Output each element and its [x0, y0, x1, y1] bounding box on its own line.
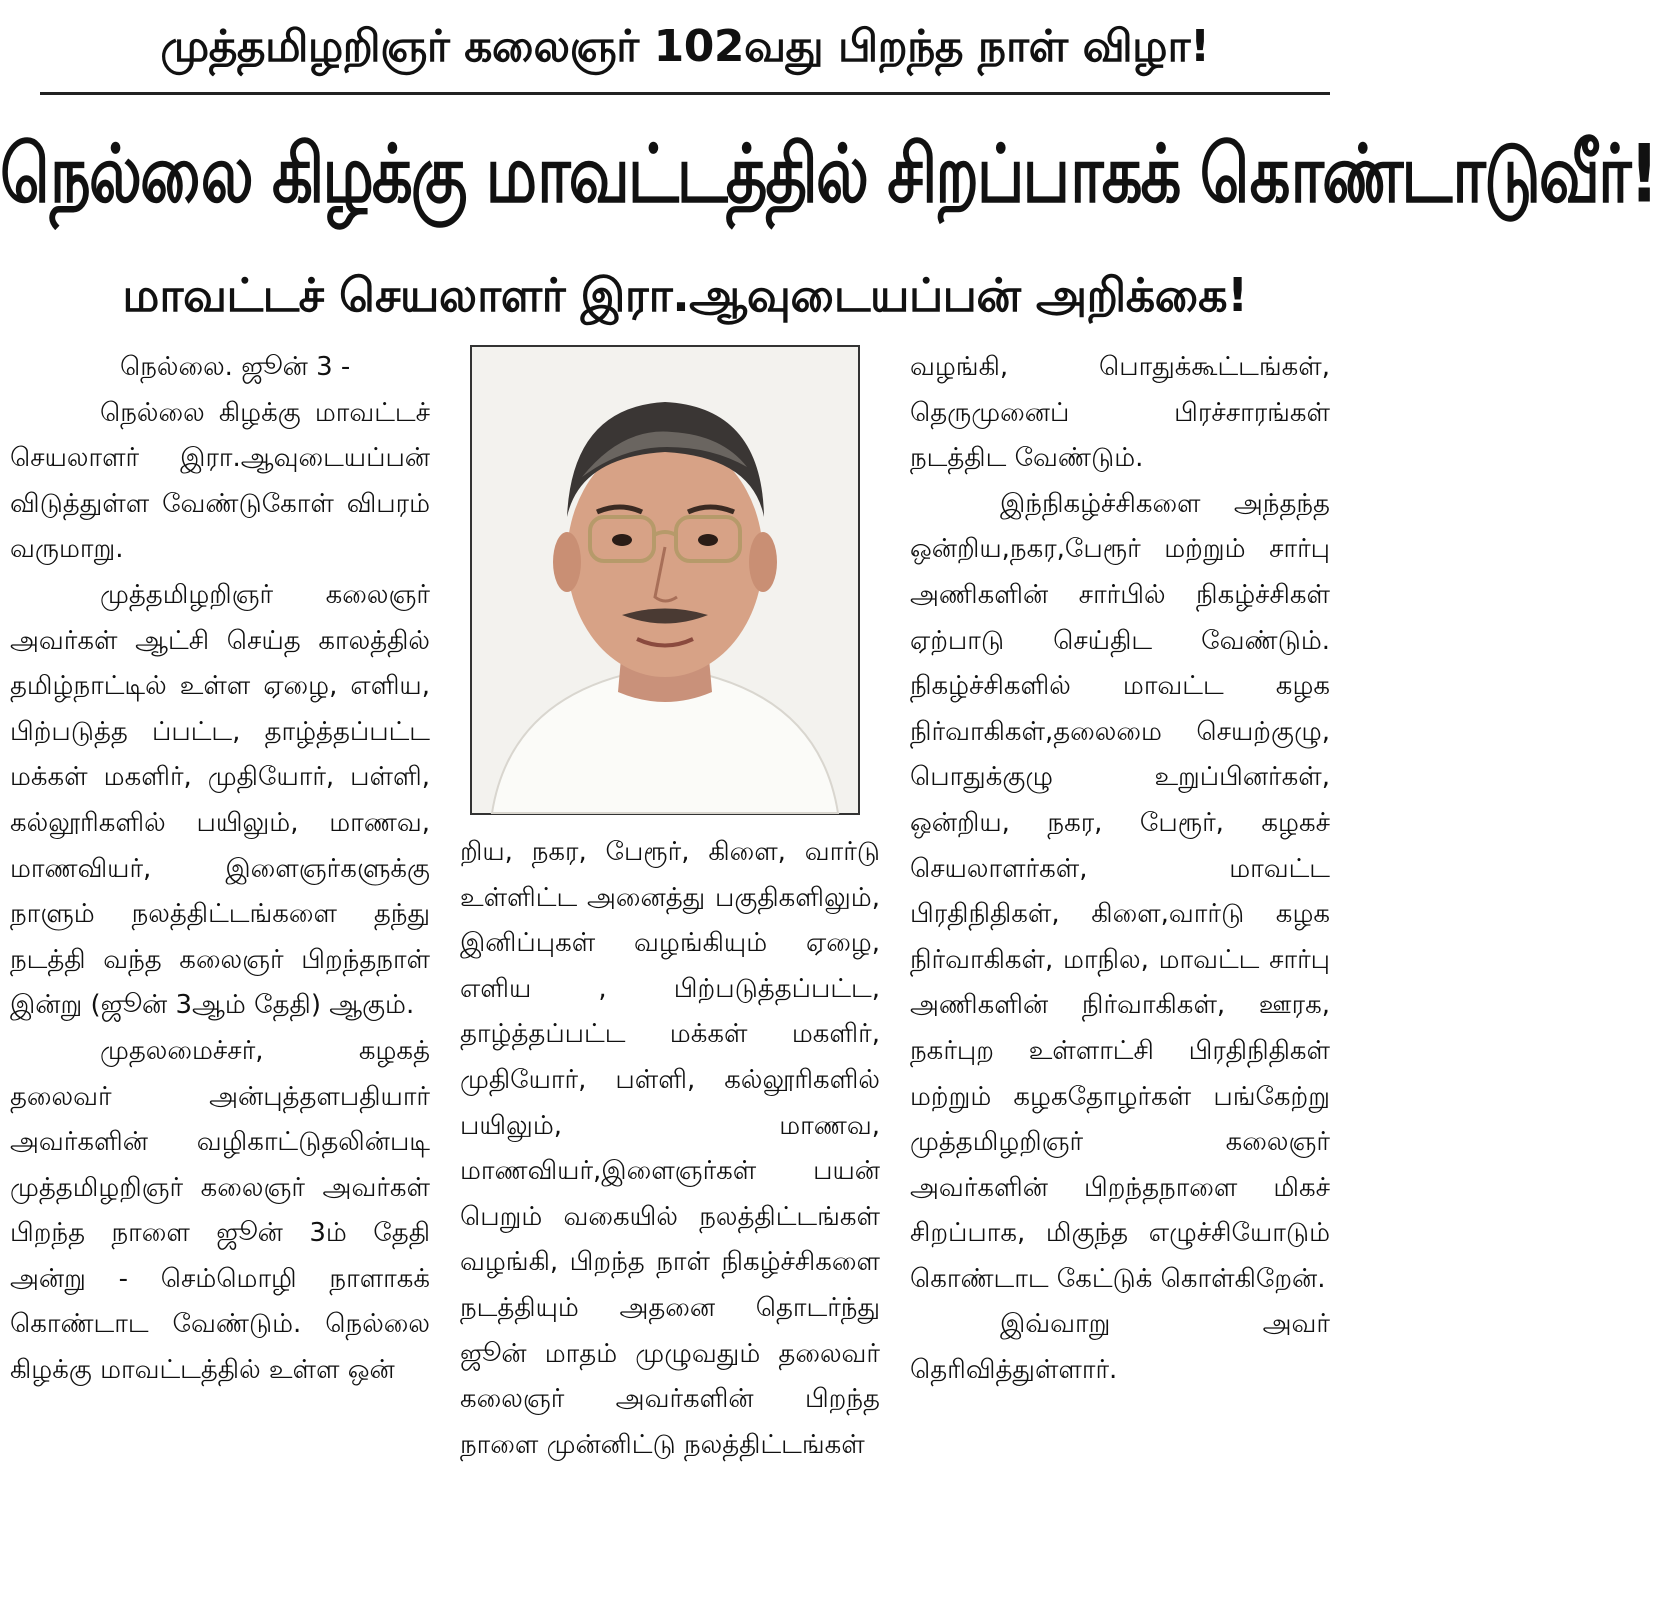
article-column-middle: [460, 830, 880, 1468]
article-column-right: [910, 345, 1330, 1394]
article-column-left: [10, 345, 430, 1394]
sub-headline: மாவட்டச் செயலாளர் இரா.ஆவுடையப்பன் அறிக்கை!: [122, 268, 1248, 322]
body-paragraph: வழங்கி, பொதுக்கூட்டங்கள், தெருமுனைப் பிரச்சாரங்கள் நடத்திட வேண்டும்.: [910, 352, 1330, 474]
portrait-image: [472, 347, 858, 813]
body-paragraph: இந்நிகழ்ச்சிகளை அந்தந்த ஒன்றிய,நகர,பேரூர் மற்றும் சார்பு அணிகளின் சார்பில் நிகழ்ச்சிகள் ஏற்பாடு செய்திட வேண்டும். நிகழ்ச்சிகளில் மாவட்ட கழக நிர்வாகிகள்,தலைமை செயற்குழு, பொதுக்குழு உறுப்பினர்கள், ஒன்றிய, நகர, பேரூர், கழகச் செயலாளர்கள், மாவட்ட பிரதிநிதிகள், கிளை,வார்டு கழக நிர்வாகிகள், மாநில, மாவட்ட சார்பு அணிகளின் நிர்வாகிகள், ஊரக, நகர்புற உள்ளாட்சி பிரதிநிதிகள் மற்றும் கழகதோழர்கள் பங்கேற்று முத்தமிழறிஞர் கலைஞர் அவர்களின் பிறந்தநாளை மிகச் சிறப்பாக, மிகுந்த எழுச்சியோடும் கொண்டாட கேட்டுக் கொள்கிறேன்.: [910, 488, 1330, 1294]
main-headline: நெல்லை கிழக்கு மாவட்டத்தில் சிறப்பாகக் கொண்டாடுவீர்!: [0, 128, 1657, 222]
dateline-paragraph: நெல்லை. ஜூன் 3 -: [120, 352, 351, 382]
body-paragraph: றிய, நகர, பேரூர், கிளை, வார்டு உள்ளிட்ட அனைத்து பகுதிகளிலும், இனிப்புகள் வழங்கியும் ஏழை, எளிய , பிற்படுத்தப்பட்ட, தாழ்த்தப்பட்ட மக்கள் மகளிர், முதியோர், பள்ளி, கல்லூரிகளில் பயிலும், மாணவ, மாணவியர்,இளைஞர்கள் பயன் பெறும் வகையில் நலத்திட்டங்கள் வழங்கி, பிறந்த நாள் நிகழ்ச்சிகளை நடத்தியும் அதனை தொடர்ந்து ஜூன் மாதம் முழுவதும் தலைவர் கலைஞர் அவர்களின் பிறந்த நாளை முன்னிட்டு நலத்திட்டங்கள்: [460, 837, 880, 1460]
body-paragraph: நெல்லை கிழக்கு மாவட்டச் செயலாளர் இரா.ஆவுடையப்பன் விடுத்துள்ள வேண்டுகோள் விபரம் வருமாறு.: [10, 397, 430, 565]
kicker-heading: முத்தமிழறிஞர் கலைஞர் 102வது பிறந்த நாள் விழா!: [160, 21, 1210, 72]
closing-paragraph: இவ்வாறு அவர் தெரிவித்துள்ளார்.: [910, 1309, 1330, 1386]
portrait-photo: [470, 345, 860, 815]
body-paragraph: முத்தமிழறிஞர் கலைஞர் அவர்கள் ஆட்சி செய்த காலத்தில் தமிழ்நாட்டில் உள்ள ஏழை, எளிய, பிற்படுத்த ப்பட்ட, தாழ்த்தப்பட்ட மக்கள் மகளிர், முதியோர், பள்ளி, கல்லூரிகளில் பயிலும், மாணவ, மாணவியர், இளைஞர்களுக்கு நாளும் நலத்திட்டங்களை தந்து நடத்தி வந்த கலைஞர் பிறந்தநாள் இன்று (ஜூன் 3ஆம் தேதி) ஆகும்.: [10, 579, 430, 1021]
body-paragraph: முதலமைச்சர், கழகத் தலைவர் அன்புத்தளபதியார் அவர்களின் வழிகாட்டுதலின்படி முத்தமிழறிஞர் கலைஞர் அவர்கள் பிறந்த நாளை ஜூன் 3ம் தேதி அன்று - செம்மொழி நாளாகக் கொண்டாட வேண்டும். நெல்லை கிழக்கு மாவட்டத்தில் உள்ள ஒன்: [10, 1035, 430, 1386]
